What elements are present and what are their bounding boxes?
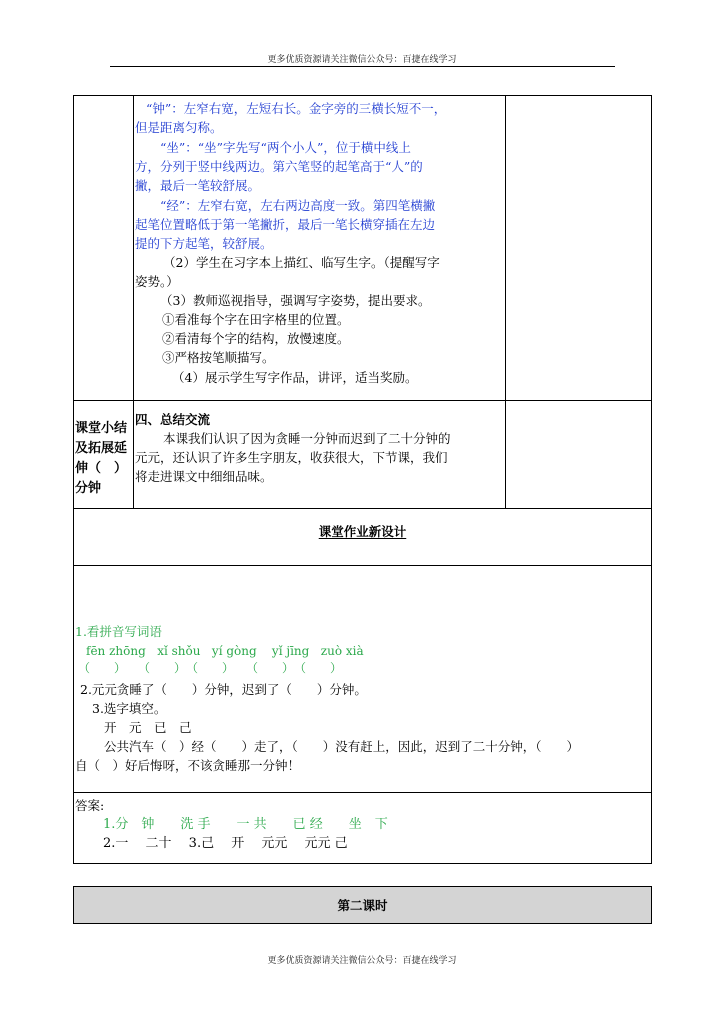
step-line: ②看清每个字的结构，放慢速度。 (162, 331, 350, 346)
question-3-title: 3.选字填空。 (92, 701, 167, 716)
table-column-divider-left (133, 95, 134, 509)
page-header: 更多优质资源请关注微信公众号：百捷在线学习 (267, 55, 457, 65)
guide-line: 撇，最后一笔较舒展。 (135, 178, 261, 193)
summary-label-line: 分钟 (75, 481, 102, 496)
guide-line: “坐”：“坐”字先写“两个小人”，位于横中线上 (160, 140, 411, 155)
summary-heading: 四、总结交流 (135, 412, 211, 427)
table-column-divider-right (505, 95, 506, 509)
step-line: （4）展示学生写字作品，讲评，适当奖励。 (172, 370, 418, 385)
answers-line-2: 2.一 二十 3.己 开 元元 元元 己 (103, 836, 348, 851)
summary-label-line: 及拓展延 (75, 441, 128, 456)
page-footer: 更多优质资源请关注微信公众号：百捷在线学习 (267, 956, 457, 966)
guide-line: 但是距离匀称。 (135, 120, 223, 135)
summary-label-line: 伸（ ） (75, 461, 128, 476)
summary-label-line: 课堂小结 (75, 421, 128, 436)
summary-line: 将走进课文中细细品味。 (135, 469, 273, 484)
guide-line: “经”：左窄右宽，左右两边高度一致。第四笔横撇 (160, 198, 436, 213)
step-line: ③严格按笔顺描写。 (162, 350, 275, 365)
answers-label: 答案: (75, 798, 105, 813)
homework-title: 课堂作业新设计 (318, 524, 407, 539)
header-divider (110, 66, 615, 67)
step-line: 姿势。） (135, 274, 179, 289)
guide-line: 方，分列于竖中线两边。第六笔竖的起笔高于“人”的 (135, 159, 423, 174)
guide-line: 起笔位置略低于第一笔撇折，最后一笔长横穿插在左边 (135, 217, 436, 232)
step-line: ①看准每个字在田字格里的位置。 (162, 312, 350, 327)
step-line: （2）学生在习字本上描红、临写生字。（提醒写字 (163, 255, 440, 270)
step-line: （3）教师巡视指导，强调写字姿势，提出要求。 (160, 293, 431, 308)
question-3-sentence-line: 公共汽车（ ）经（ ）走了，（ ）没有赶上，因此，迟到了二十分钟，（ ） (104, 739, 580, 754)
question-2: 2.元元贪睡了（ ）分钟，迟到了（ ）分钟。 (80, 682, 367, 697)
summary-line: 元元，还认识了许多生字朋友，收获很大，下节课，我们 (135, 450, 448, 465)
guide-line: “钟”：左窄右宽，左短右长。金字旁的三横长短不一， (146, 101, 447, 116)
guide-line: 提的下方起笔，较舒展。 (135, 236, 273, 251)
pinyin-row: fēn zhōng xǐ shǒu yí gòng yǐ jīng zuò xià (86, 644, 364, 658)
answers-line-1: 1.分 钟 洗 手 一 共 已 经 坐 下 (103, 817, 388, 832)
answer-brackets-row: （ ） （ ） （ ） （ ） （ ） (78, 661, 343, 675)
question-3-options: 开 元 已 己 (104, 720, 192, 735)
second-lesson-title: 第二课时 (337, 898, 388, 913)
homework-title-divider (73, 565, 652, 566)
question-3-sentence-line: 自（ ）好后悔呀，不该贪睡那一分钟！ (75, 758, 301, 773)
table-row-divider (73, 400, 652, 401)
answers-divider (73, 792, 652, 793)
question-1-title: 1.看拼音写词语 (75, 624, 162, 639)
summary-line: 本课我们认识了因为贪睡一分钟而迟到了二十分钟的 (163, 431, 451, 446)
